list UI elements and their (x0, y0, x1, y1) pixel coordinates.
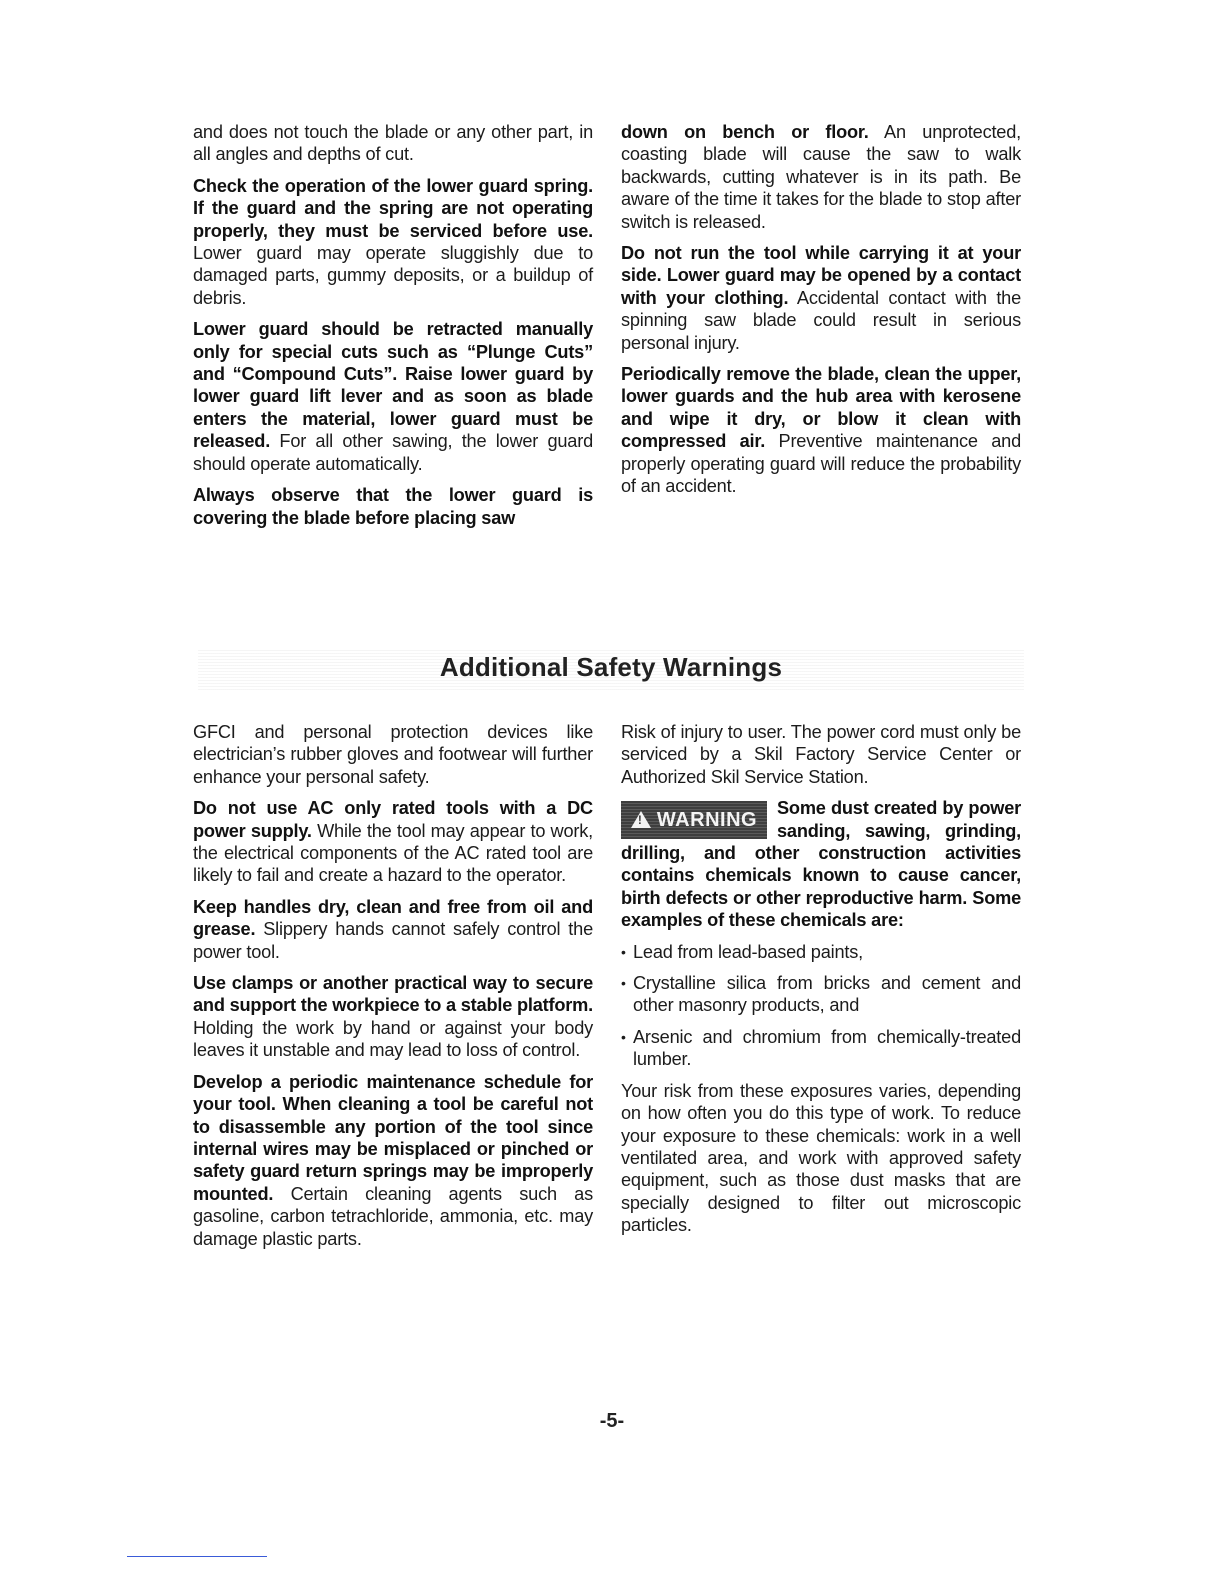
paragraph-text: For all other sawing, the lower guard should operate automatically. (193, 431, 593, 474)
paragraph (621, 363, 1021, 497)
top-left-column (193, 121, 593, 538)
section-title: Additional Safety Warnings (439, 652, 783, 682)
paragraph-text: Accidental contact with the spinning saw blade could result in serious personal injury. (621, 287, 1021, 353)
paragraph-heading: Do not run the tool while carrying it at your side. Lower guard may be opened by a contact with your clothing. (621, 243, 1021, 308)
warning-paragraph (621, 797, 1021, 931)
paragraph-heading: Do not use AC only rated tools with a DC power supply. (193, 798, 593, 841)
paragraph (621, 121, 1021, 233)
paragraph (193, 721, 593, 788)
paragraph (193, 318, 593, 475)
paragraph-heading: Lower guard should be retracted manually only for special cuts such as “Plunge Cuts” and “Compound Cuts”. Raise lower guard by lower guard lift lever and as soon as blade enters the material, lower guard must be released. (193, 319, 593, 452)
paragraph-heading: Develop a periodic maintenance schedule for your tool. When cleaning a tool be careful not to disassemble any portion of the tool since internal wires may be misplaced or pinched or safety guard return springs may be improperly mounted. (193, 1071, 593, 1204)
warning-badge (621, 801, 767, 839)
paragraph (621, 242, 1021, 354)
paragraph (193, 484, 593, 529)
paragraph-text: Lower guard may operate sluggishly due to damaged parts, gummy deposits, or a buildup of debris. (193, 243, 593, 308)
warning-text: Some dust created by power sanding, sawing, grinding, drilling, and other construction activities contains chemicals known to cause cancer, birth defects or other reproductive harm. Some examples of these chemicals are: (621, 798, 1021, 931)
paragraph (193, 896, 593, 963)
paragraph-text: Your risk from these exposures varies, depending on how often you do this type of work. To reduce your exposure to these chemicals: work in a well ventilated area, and work with approved safety equipment, such as those dust masks that are specially designed to filter out microscopic particles. (621, 1080, 1021, 1236)
paragraph-heading: Always observe that the lower guard is covering the blade before placing saw (193, 485, 593, 528)
paragraph (621, 721, 1021, 788)
bottom-left-column (193, 721, 593, 1259)
paragraph-text: Slippery hands cannot safely control the power tool. (193, 919, 593, 962)
page-number: -5- (599, 1410, 625, 1432)
paragraph (193, 972, 593, 1062)
paragraph-heading: Use clamps or another practical way to secure and support the workpiece to a stable platform. (193, 973, 593, 1016)
list-item: • Lead from lead-based paints, (621, 941, 1021, 963)
paragraph (193, 175, 593, 309)
paragraph (621, 1080, 1021, 1237)
chemical-list (621, 941, 1021, 1071)
paragraph (193, 797, 593, 887)
paragraph-text: Certain cleaning agents such as gasoline, carbon tetrachloride, ammonia, etc. may damage plastic parts. (193, 1183, 593, 1249)
paragraph-heading: down on bench or floor. (621, 122, 869, 142)
paragraph-heading: Keep handles dry, clean and free from oil and grease. (193, 896, 593, 940)
warning-triangle-icon (631, 811, 651, 828)
section-banner (198, 648, 1024, 690)
paragraph (193, 121, 593, 166)
list-item: • Crystalline silica from bricks and cement and other masonry products, and (621, 972, 1021, 1017)
paragraph-text: and does not touch the blade or any other part, in all angles and depths of cut. (193, 122, 593, 165)
paragraph (193, 1071, 593, 1250)
paragraph-heading: Periodically remove the blade, clean the upper, lower guards and the hub area with kerosene and wipe it dry, or blow it clean with compressed air. (621, 364, 1021, 452)
paragraph-text: Preventive maintenance and properly operating guard will reduce the probability of an accident. (621, 431, 1021, 497)
paragraph-text: Risk of injury to user. The power cord must only be serviced by a Skil Factory Service Center or Authorized Skil Service Station. (621, 722, 1021, 787)
list-item: • Arsenic and chromium from chemically-treated lumber. (621, 1026, 1021, 1071)
top-right-column (621, 121, 1021, 507)
paragraph-text: While the tool may appear to work, the electrical components of the AC rated tool are likely to fail and create a hazard to the operator. (193, 820, 594, 886)
paragraph-heading: Check the operation of the lower guard spring. If the guard and the spring are not operating properly, they must be serviced before use. (193, 175, 593, 241)
paragraph-text: Holding the work by hand or against your body leaves it unstable and may lead to loss of control. (193, 1017, 593, 1061)
paragraph-text: An unprotected, coasting blade will cause the saw to walk backwards, cutting whatever is in its path. Be aware of the time it takes for the blade to stop after switch is released. (621, 122, 1021, 232)
warning-label: WARNING (656, 809, 758, 832)
bottom-right-column (621, 721, 1021, 1246)
paragraph-text: GFCI and personal protection devices like electrician’s rubber gloves and footwear will further enhance your personal safety. (193, 722, 593, 787)
footnote-rule (127, 1556, 267, 1557)
